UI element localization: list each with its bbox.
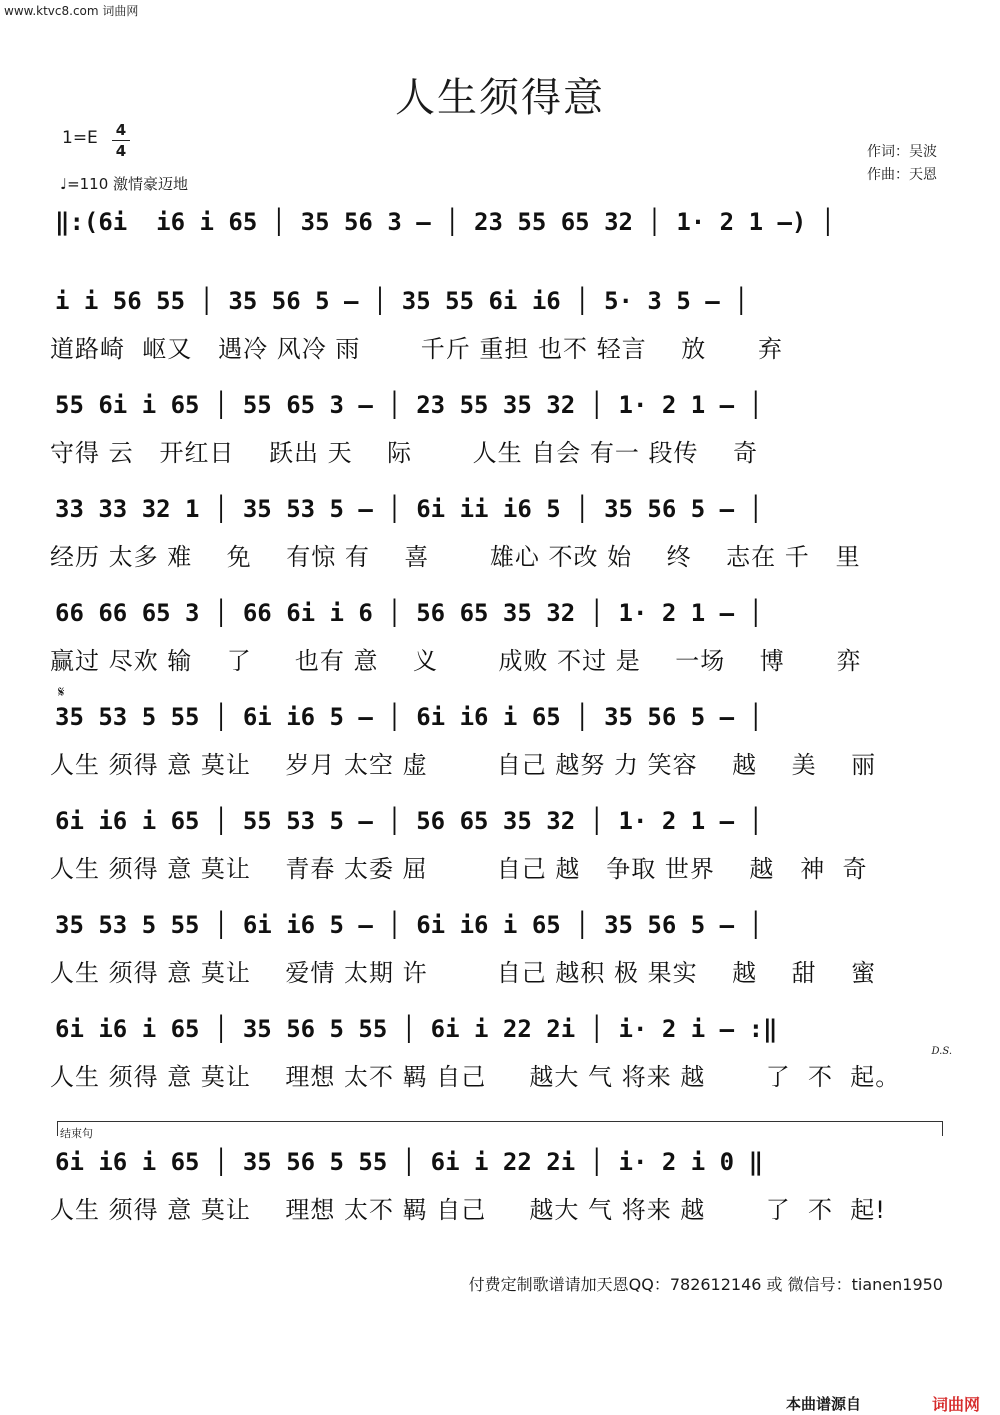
notation: 6i i6 i 65 │ 35 56 5 55 │ 6i i 22 2i │ i· 2 i 0 ‖ <box>55 1148 764 1176</box>
time-signature <box>112 120 130 161</box>
segno-sign: 𝄋 <box>58 683 65 701</box>
notation: i i 56 55 │ 35 56 5 – │ 35 55 6i i6 │ 5· 3 5 – │ <box>55 287 749 315</box>
notation: 35 53 5 55 │ 6i i6 5 – │ 6i i6 i 65 │ 35 56 5 – │ <box>55 911 764 939</box>
notation: 66 66 65 3 │ 66 6i i 6 │ 56 65 35 32 │ 1· 2 1 – │ <box>55 599 764 627</box>
credits <box>867 141 937 187</box>
footer-contact: 付费定制歌谱请加天恩QQ：782612146 或 微信号：tianen1950 <box>468 1275 943 1294</box>
lyrics: 经历 太多 难 免 有惊 有 喜 雄心 不改 始 终 志在 千 里 <box>50 543 861 571</box>
notation: 55 6i i 65 │ 55 65 3 – │ 23 55 35 32 │ 1· 2 1 – │ <box>55 391 764 419</box>
notation: 6i i6 i 65 │ 35 56 5 55 │ 6i i 22 2i │ i· 2 i – :‖ <box>55 1015 778 1043</box>
lyrics: 人生 须得 意 莫让 理想 太不 羁 自己 越大 气 将来 越 了 不 起。 <box>50 1063 901 1091</box>
time-denominator: 4 <box>112 140 130 161</box>
notation: 33 33 32 1 │ 35 53 5 – │ 6i ii i6 5 │ 35 56 5 – │ <box>55 495 764 523</box>
ending-label: 结束句 <box>60 1127 93 1140</box>
lyrics: 人生 须得 意 莫让 岁月 太空 虚 自己 越努 力 笑容 越 美 丽 <box>50 751 877 779</box>
time-numerator: 4 <box>115 121 127 139</box>
lyrics: 守得 云 开红日 跃出 天 际 人生 自会 有一 段传 奇 <box>50 439 758 467</box>
notation: ‖:(6i i6 i 65 │ 35 56 3 – │ 23 55 65 32 │ 1· 2 1 –) │ <box>55 208 836 236</box>
lyrics: 赢过 尽欢 输 了 也有 意 义 成败 不过 是 一场 博 弈 <box>50 647 862 675</box>
composer: 作曲：天恩 <box>867 167 937 183</box>
lyrics: 道路崎 岖又 遇冷 风冷 雨 千斤 重担 也不 轻言 放 弃 <box>50 335 783 363</box>
lyrics: 人生 须得 意 莫让 理想 太不 羁 自己 越大 气 将来 越 了 不 起! <box>50 1196 886 1224</box>
ds-marking: D.S. <box>931 1046 952 1057</box>
lyrics: 人生 须得 意 莫让 爱情 太期 许 自己 越积 极 果实 越 甜 蜜 <box>50 959 877 987</box>
source-label: 本曲谱源自 <box>786 1395 862 1413</box>
notation: 35 53 5 55 │ 6i i6 5 – │ 6i i6 i 65 │ 35 56 5 – │ <box>55 703 764 731</box>
lyrics: 人生 须得 意 莫让 青春 太委 屈 自己 越 争取 世界 越 神 奇 <box>50 855 868 883</box>
page-title: 人生须得意 <box>395 75 605 121</box>
key-signature: 1=E <box>62 128 98 148</box>
tempo-marking: ♩=110 激情豪迈地 <box>60 175 189 193</box>
site-logo-text[interactable]: 词曲网 <box>932 1395 981 1414</box>
ending-bracket <box>57 1121 943 1136</box>
watermark-text: www.ktvc8.com 词曲网 <box>4 4 139 18</box>
notation: 6i i6 i 65 │ 55 53 5 – │ 56 65 35 32 │ 1· 2 1 – │ <box>55 807 764 835</box>
lyricist: 作词：吴波 <box>867 144 937 160</box>
